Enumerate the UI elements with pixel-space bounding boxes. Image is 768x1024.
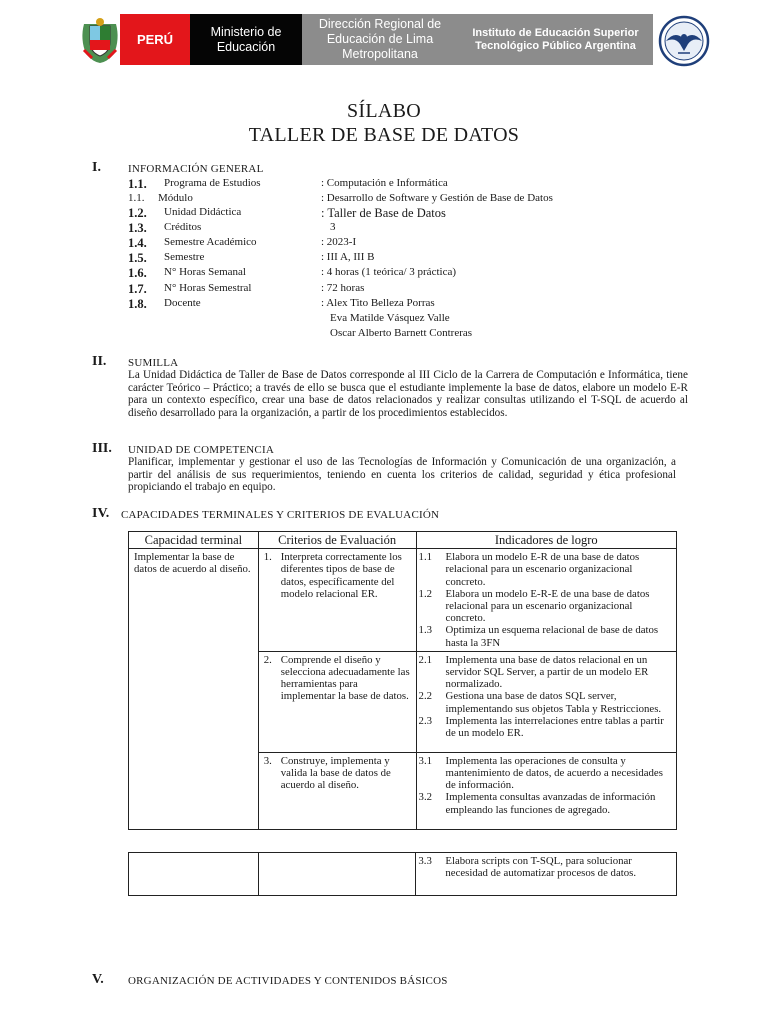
indicador-cell <box>416 549 676 652</box>
info-value: : III A, III B <box>321 251 375 263</box>
info-value: : Taller de Base de Datos <box>321 206 446 220</box>
indicador-text: Elabora un modelo E-R-E de una base de datos relacional para un escenario organizacional concreto. <box>445 587 650 625</box>
sumilla-text: La Unidad Didáctica de Taller de Base de Datos corresponde al III Ciclo de la Carrera de Computación e Informática, tiene carácter Teórico – Práctico; a través de ello se busca que el estudiante implemente la base de datos, elabore un modelo E-R para un contexto específico, crear una base de datos relacionados y realizar consultas utilizando el T-SQL de acuerdo al diseño desarrollado para la organización, a partir de los procedimientos establecidos. <box>128 369 688 419</box>
info-num: 1.1. <box>128 192 145 204</box>
criterio-text: Construye, implementa y valida la base de datos de acuerdo al diseño. <box>280 754 391 792</box>
indicador-number: 1.3 <box>418 624 433 637</box>
indicador-text: Elabora scripts con T-SQL, para solucionar necesidad de automatizar procesos de datos. <box>445 855 637 880</box>
section-1-number: I. <box>92 160 101 175</box>
info-label: Créditos <box>164 221 202 233</box>
peru-coat-of-arms-icon <box>80 14 120 64</box>
info-value: 3 <box>330 221 336 233</box>
info-num: 1.3. <box>128 221 147 235</box>
indicador-number: 2.1 <box>418 653 433 666</box>
criterio-cell <box>258 752 416 829</box>
indicador-number: 3.1 <box>418 754 433 767</box>
section-5-number: V. <box>92 972 104 987</box>
info-value: : Alex Tito Belleza Porras <box>321 297 435 309</box>
criterio-text: Interpreta correctamente los diferentes tipos de base de datos, específicamente del modelo relacional ER. <box>280 551 402 600</box>
capacidad-cell: Implementar la base de datos de acuerdo al diseño. <box>129 549 259 830</box>
docente-name: Eva Matilde Vásquez Valle <box>330 312 450 324</box>
institute-condor-logo-icon <box>658 15 710 67</box>
criterio-text: Comprende el diseño y selecciona adecuadamente las herramientas para implementar la base de datos. <box>280 653 410 703</box>
indicador-cell <box>416 651 676 752</box>
table-header-cell: Criterios de Evaluación <box>258 532 416 549</box>
info-label: N° Horas Semanal <box>164 266 246 278</box>
info-label: Unidad Didáctica <box>164 206 242 218</box>
indicador-number: 1.1 <box>418 551 433 564</box>
peru-banner <box>120 14 190 65</box>
course-title: TALLER DE BASE DE DATOS <box>248 124 520 146</box>
indicador-cell <box>416 853 677 896</box>
info-num: 1.7. <box>128 282 147 296</box>
info-label: Módulo <box>158 192 193 204</box>
indicador-cell <box>416 752 676 829</box>
peru-label: PERÚ <box>136 32 174 47</box>
direccion-label: Dirección Regional de Educación de Lima Metropolitana <box>318 17 442 61</box>
capacidad-cell <box>129 853 259 896</box>
info-num: 1.4. <box>128 236 147 250</box>
criterio-number: 1. <box>263 551 272 564</box>
criterio-number: 3. <box>263 754 272 767</box>
direccion-banner <box>302 14 458 65</box>
indicador-text: Implementa las operaciones de consulta y mantenimiento de datos, de acuerdo a necesidades de información. <box>445 754 663 792</box>
instituto-banner <box>458 14 653 65</box>
indicador-text: Gestiona una base de datos SQL server, implementando sus objetos Tabla y Restricciones. <box>445 690 662 715</box>
criterio-cell <box>258 853 416 896</box>
indicador-number: 2.3 <box>418 714 433 727</box>
docente-name: Oscar Alberto Barnett Contreras <box>330 327 473 339</box>
info-label: N° Horas Semestral <box>164 282 252 294</box>
indicador-number: 1.2 <box>418 587 433 600</box>
info-num: 1.1. <box>128 177 147 191</box>
section-3-title: UNIDAD DE COMPETENCIA <box>128 444 274 456</box>
info-label: Semestre <box>164 251 205 263</box>
criterio-number: 2. <box>263 653 272 666</box>
section-1-title: INFORMACIÓN GENERAL <box>128 163 264 175</box>
info-label: Docente <box>164 297 201 309</box>
table-header-cell: Indicadores de logro <box>416 532 676 549</box>
info-label: Programa de Estudios <box>164 177 261 189</box>
indicador-number: 2.2 <box>418 690 433 703</box>
capacidades-table-continuation <box>128 852 677 896</box>
info-value: : 72 horas <box>321 282 365 294</box>
capacidades-table <box>128 531 677 830</box>
info-label: Semestre Académico <box>164 236 257 248</box>
syllabus-title: SÍLABO <box>346 100 422 122</box>
section-4-number: IV. <box>92 506 110 521</box>
table-header-cell: Capacidad terminal <box>129 532 259 549</box>
table-header-row <box>129 532 677 549</box>
indicador-number: 3.3 <box>418 855 432 867</box>
table-row <box>129 853 677 896</box>
indicador-text: Implementa una base de datos relacional en un servidor SQL Server, a partir de un modelo ER normalizado. <box>445 653 649 691</box>
ministerio-banner <box>190 14 302 65</box>
indicador-number: 3.2 <box>418 791 433 804</box>
info-value: : Desarrollo de Software y Gestión de Base de Datos <box>321 192 553 204</box>
criterio-cell <box>258 651 416 752</box>
criterio-cell <box>258 549 416 652</box>
table-row <box>129 549 677 652</box>
competencia-text: Planificar, implementar y gestionar el uso de las Tecnologías de Información y Comunicación de una organización, a partir del análisis de sus requerimientos, teniendo en cuenta los criterios de calidad, seguridad y ética profesional propiciando el trabajo en equipo. <box>128 456 676 493</box>
info-num: 1.6. <box>128 266 147 280</box>
info-num: 1.5. <box>128 251 147 265</box>
info-value: : 4 horas (1 teórica/ 3 práctica) <box>321 266 456 278</box>
indicador-text: Implementa consultas avanzadas de información empleando las funciones de agregado. <box>445 791 656 816</box>
indicador-text: Elabora un modelo E-R de una base de datos relacional para un escenario organizacional concreto. <box>445 551 640 588</box>
section-5-title: ORGANIZACIÓN DE ACTIVIDADES Y CONTENIDOS BÁSICOS <box>128 975 448 987</box>
info-value: : Computación e Informática <box>321 177 448 189</box>
section-3-number: III. <box>92 441 112 456</box>
info-value: : 2023-I <box>321 236 357 248</box>
indicador-text: Implementa las interrelaciones entre tablas a partir de un modelo ER. <box>445 714 664 740</box>
section-2-title: SUMILLA <box>128 357 179 369</box>
section-2-number: II. <box>92 354 107 369</box>
instituto-label: Instituto de Educación Superior Tecnológico Público Argentina <box>472 26 639 52</box>
info-num: 1.8. <box>128 297 147 311</box>
section-4-title: CAPACIDADES TERMINALES Y CRITERIOS DE EVALUACIÓN <box>121 509 440 521</box>
ministerio-label: Ministerio de Educación <box>210 24 282 54</box>
info-num: 1.2. <box>128 206 147 220</box>
indicador-text: Optimiza un esquema relacional de base de datos hasta la 3FN <box>445 624 659 649</box>
